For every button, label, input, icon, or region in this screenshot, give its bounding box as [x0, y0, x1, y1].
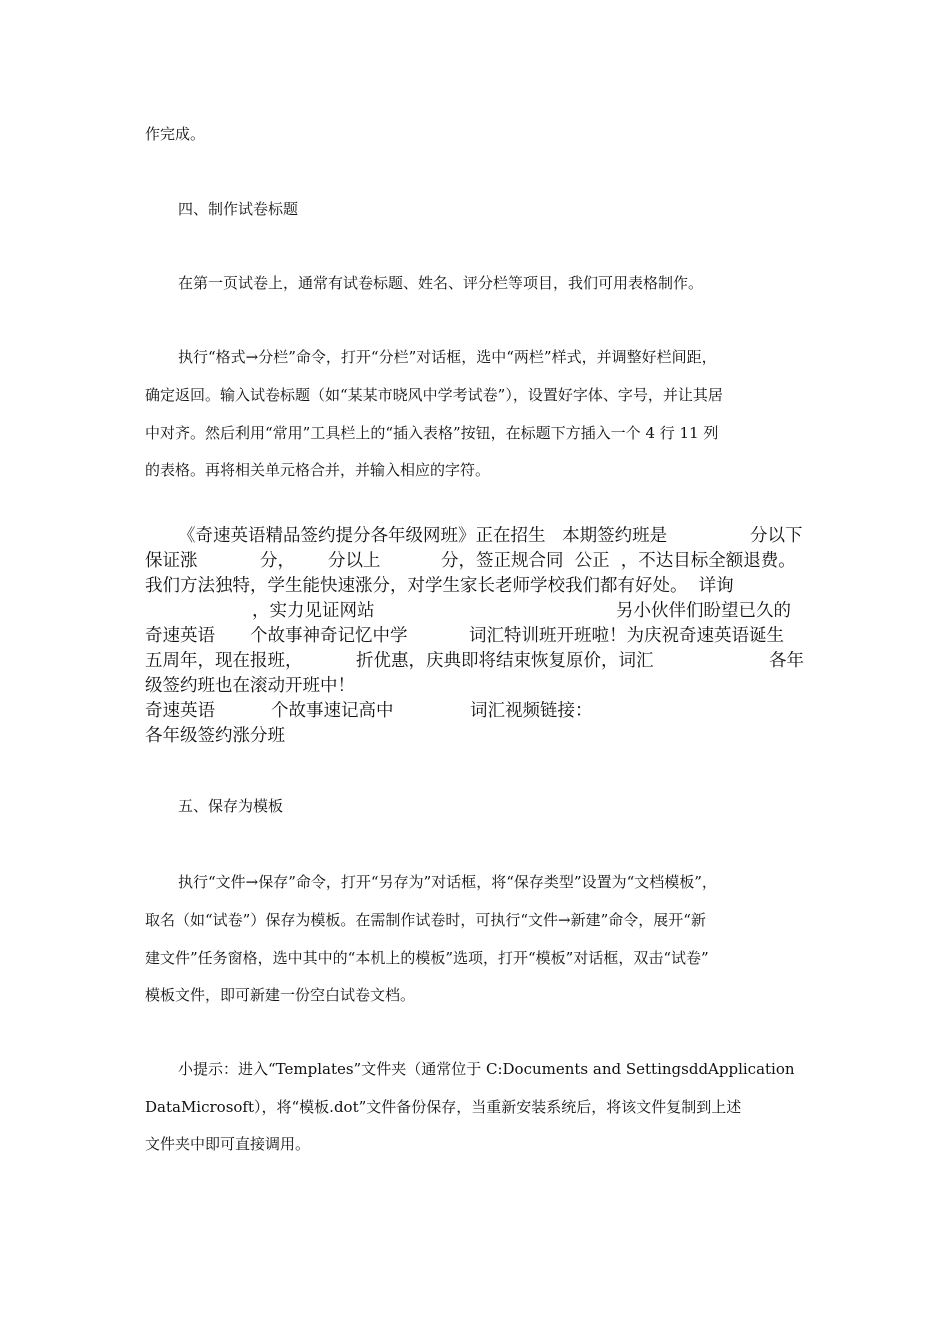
paragraph-line: 小提示：进入“Templates”文件夹（通常位于 C:Documents and SettingsddApplication	[178, 1060, 795, 1078]
paragraph-line: 取名（如“试卷”）保存为模板。在需制作试卷时，可执行“文件→新建”命令，展开“新	[145, 911, 706, 929]
advert-text: 各年	[769, 651, 804, 671]
advert-text: 词汇视频链接：	[470, 701, 593, 721]
advert-text: 《奇速英语精品签约提分各年级网班》正在招生 本期签约班是	[178, 526, 668, 546]
paragraph-line: 的表格。再将相关单元格合并，并输入相应的字符。	[145, 461, 491, 479]
advert-text: 折优惠，庆典即将结束恢复原价，词汇	[356, 651, 654, 671]
advert-text: 五周年，现在报班，	[145, 651, 303, 671]
advert-text: 分，签正规合同 公正 ，不达目标全额退费。	[441, 551, 796, 571]
paragraph-line: 作完成。	[145, 125, 206, 143]
advert-text: 个故事速记高中	[271, 701, 394, 721]
paragraph-line: 文件夹中即可直接调用。	[145, 1135, 311, 1153]
paragraph-line: 建文件”任务窗格，选中其中的“本机上的模板”选项，打开“模板”对话框，双击“试卷”	[145, 949, 709, 967]
section-heading-4: 四、制作试卷标题	[178, 200, 299, 218]
advert-text: ，实力见证网站	[252, 601, 375, 621]
advert-text: 奇速英语	[145, 701, 215, 721]
section-heading-5: 五、保存为模板	[178, 797, 284, 815]
advert-text: 另小伙伴们盼望已久的	[616, 601, 791, 621]
advert-text: 分以下	[750, 526, 803, 546]
advert-text: 各年级签约涨分班	[145, 726, 285, 746]
advert-text: 分以上	[328, 551, 381, 571]
advert-text: 分，	[260, 551, 295, 571]
advert-text: 个故事神奇记忆中学	[250, 626, 408, 646]
paragraph-line: 中对齐。然后利用“常用”工具栏上的“插入表格”按钮，在标题下方插入一个 4 行 11 列	[145, 424, 719, 442]
paragraph-line: 执行“文件→保存”命令，打开“另存为”对话框，将“保存类型”设置为“文档模板”，	[178, 873, 717, 891]
paragraph-line: DataMicrosoft），将“模板.dot”文件备份保存，当重新安装系统后，将该文件复制到上述	[145, 1098, 742, 1116]
advert-text: 保证涨	[145, 551, 198, 571]
paragraph-line: 模板文件，即可新建一份空白试卷文档。	[145, 986, 416, 1004]
advert-text: 词汇特训班开班啦！为庆祝奇速英语诞生	[469, 626, 784, 646]
paragraph-line: 在第一页试卷上，通常有试卷标题、姓名、评分栏等项目，我们可用表格制作。	[178, 274, 704, 292]
advert-text: 级签约班也在滚动开班中！	[145, 676, 355, 696]
paragraph-line: 确定返回。输入试卷标题（如“某某市晓风中学考试卷”），设置好字体、字号，并让其居	[145, 386, 723, 404]
advert-text: 我们方法独特，学生能快速涨分，对学生家长老师学校我们都有好处。 详询	[145, 576, 734, 596]
advert-text: 奇速英语	[145, 626, 215, 646]
paragraph-line: 执行“格式→分栏”命令，打开“分栏”对话框，选中“两栏”样式，并调整好栏间距，	[178, 348, 717, 366]
